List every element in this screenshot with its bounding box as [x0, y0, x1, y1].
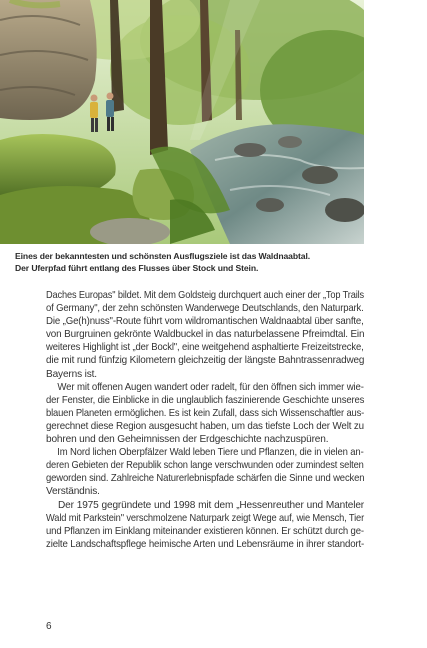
page-number: 6 — [46, 621, 52, 632]
body-line: of Germany", der zehn schönsten Wanderwege Deutschlands, den Naturpark. — [46, 303, 364, 315]
body-line: Im Nord lichen Oberpfälzer Wald leben Tiere und Pflanzen, die in vielen an- — [57, 447, 364, 459]
body-line: Daches Europas" bildet. Mit dem Goldsteig durchquert auch einer der „Top Trails — [46, 290, 365, 301]
body-line: Verständnis. — [46, 486, 100, 498]
body-line: von Burgruinen gekrönte Waldbuckel in das naturbelassene Pfreimdtal. Ein — [46, 329, 365, 341]
body-line: zielte Landschaftspflege heimische Arten und Lebensräume in ihrer standort- — [46, 538, 365, 550]
body-line: blauen Planeten ermöglichen. Es ist kein Zufall, dass sich Wissenschaftler aus- — [46, 407, 365, 419]
body-line: Die „Ge(h)nuss"-Route führt vom wildromantischen Waldnaabtal über sanfte, — [46, 316, 364, 328]
body-line: der Fenster, die Einblicke in die unglaublich faszinierende Geschichte unseres — [46, 394, 365, 406]
body-line: bohren und den Geheimnissen der Erdgeschichte nachzuspüren. — [46, 434, 329, 446]
body-line: Wer mit offenen Augen wandert oder radelt, für den öffnen sich immer wie- — [57, 381, 364, 393]
body-line: Bayerns ist. — [46, 368, 97, 380]
body-line: Wald mit Parkstein" verschmolzene Naturpark zeigt Wege auf, wie Mensch, Tier — [46, 512, 365, 524]
body-line: deren Gebieten der Republik schon lange verschwunden oder zumindest selten — [46, 460, 364, 472]
photo-caption — [15, 251, 365, 274]
body-line: die mit rund fünfzig Kilometern gleichzeitig der längste Bahntrassenradweg — [46, 355, 365, 367]
body-text — [46, 289, 364, 551]
forest-river-photo — [0, 0, 364, 244]
photo-illustration — [0, 0, 364, 244]
body-line: und Pflanzen im Einklang miteinander existieren können. Er schützt durch ge- — [46, 525, 364, 537]
caption-line-2: Der Uferpfad führt entlang des Flusses über Stock und Stein. — [15, 262, 259, 273]
body-line: weiteres Highlight ist „der Bockl", eine weitgehend asphaltierte Freizeitstrecke, — [46, 342, 364, 354]
body-line: geworden sind. Zahlreiche Naturerlebnispfade schärfen die Sinne und wecken — [46, 473, 365, 485]
body-line: gerechnet diese Region ausgesucht haben, um das tiefste Loch der Welt zu — [46, 420, 364, 432]
caption-line-1: Eines der bekanntesten und schönsten Ausflugsziele ist das Waldnaabtal. — [15, 251, 311, 261]
body-line: Der 1975 gegründete und 1998 mit dem „Hessenreuther und Manteler — [58, 499, 364, 511]
